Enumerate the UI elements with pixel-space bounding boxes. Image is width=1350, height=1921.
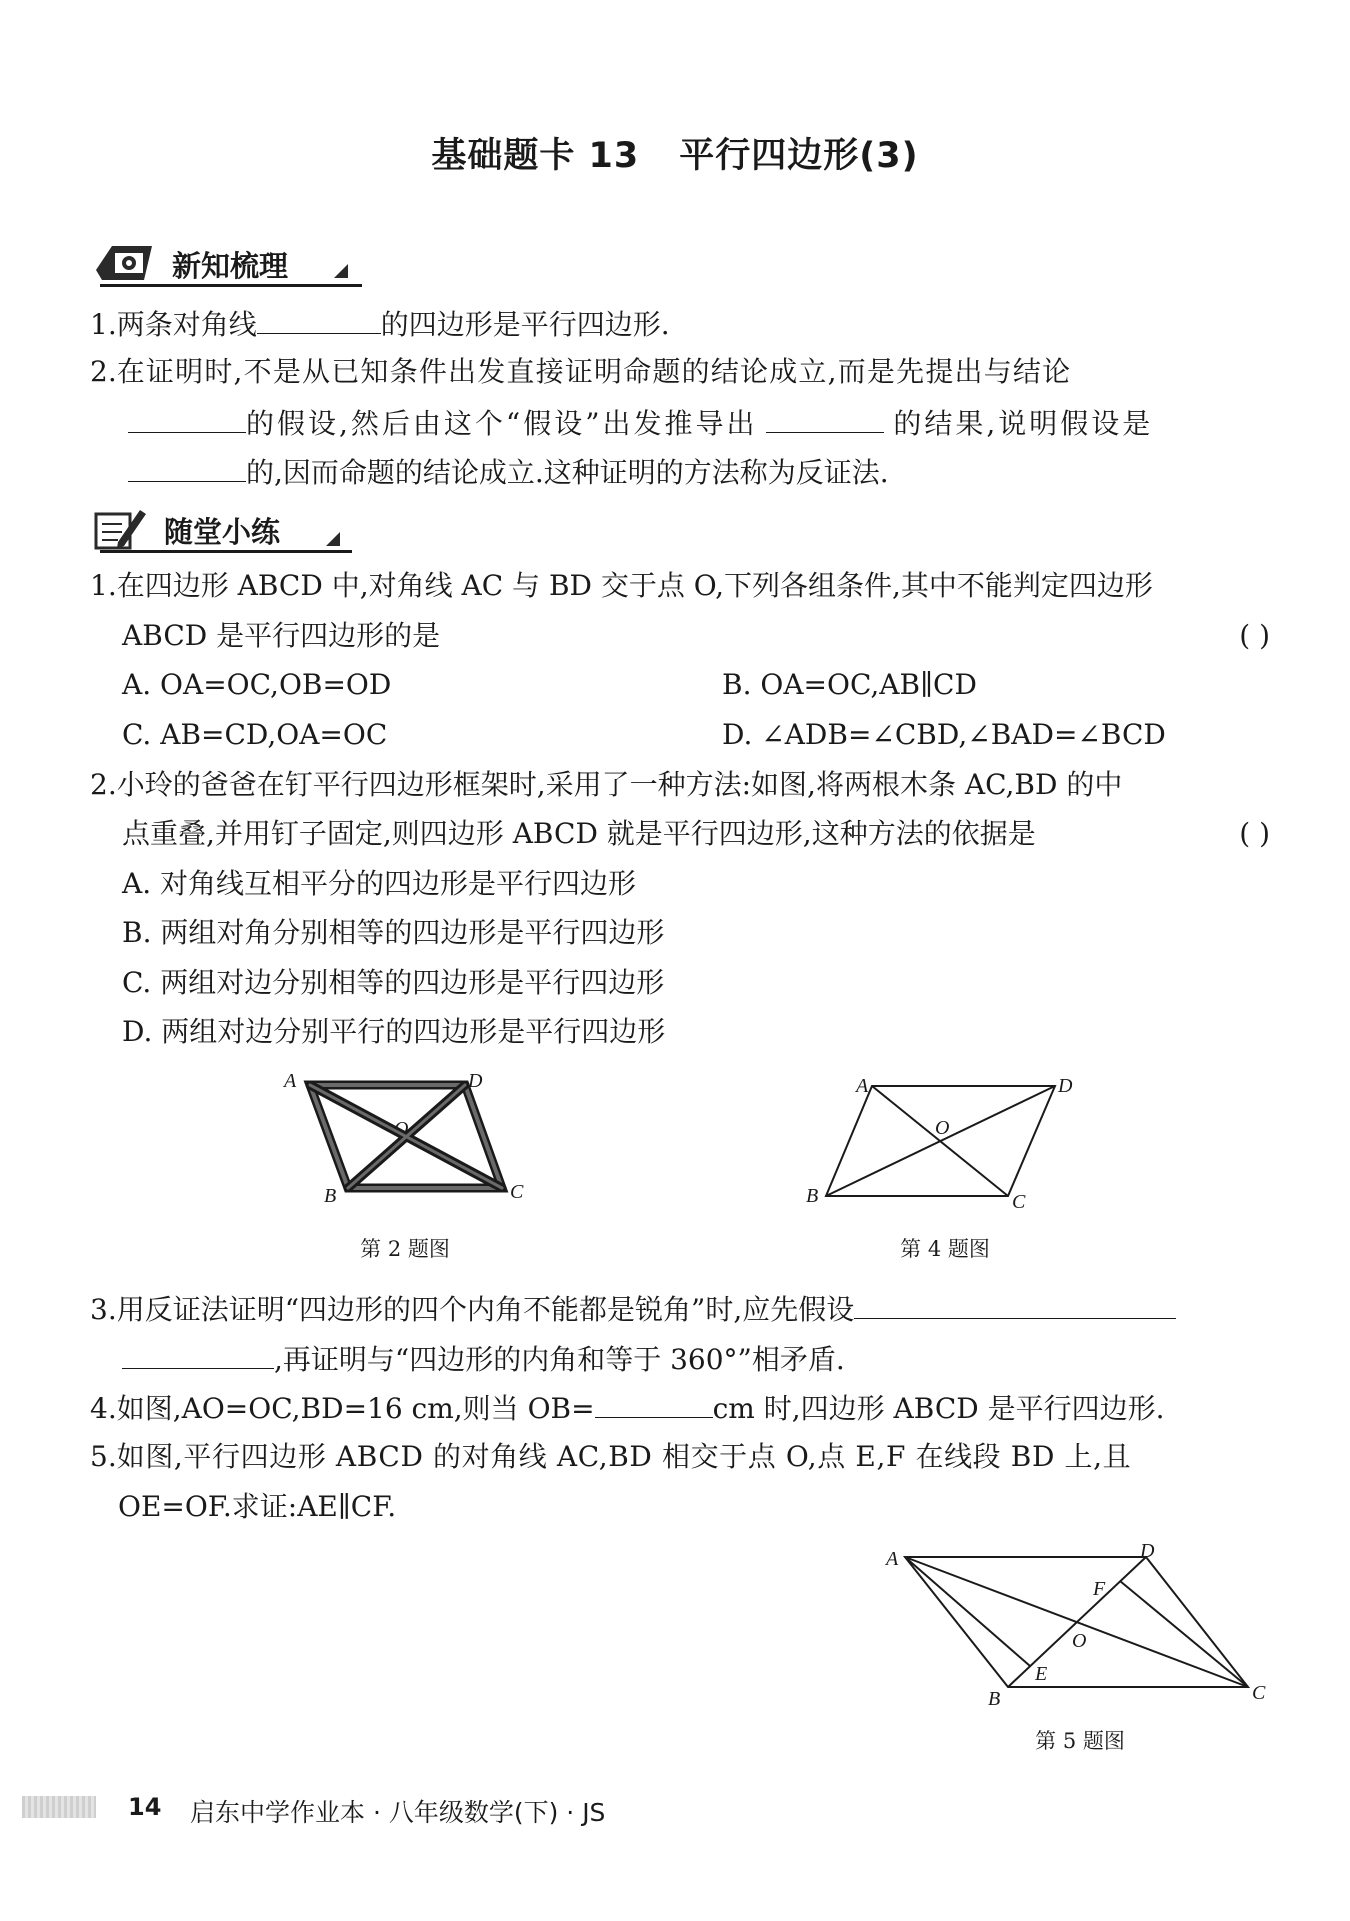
option-d[interactable]: D. 两组对边分别平行的四边形是平行四边形 xyxy=(122,1015,666,1048)
knowledge-item-2-line2: 的假设,然后由这个“假设”出发推导出 的结果,说明假设是 xyxy=(128,402,1270,444)
question-1-line1: 1.在四边形 ABCD 中,对角线 AC 与 BD 交于点 O,下列各组条件,其中不能判定四边形 xyxy=(90,569,1153,602)
answer-blank[interactable] xyxy=(122,1338,274,1369)
question-2-line1: 2.小玲的爸爸在钉平行四边形框架时,采用了一种方法:如图,将两根木条 AC,BD 的中 xyxy=(90,768,1123,801)
question-3-line2: ,再证明与“四边形的内角和等于 360°”相矛盾. xyxy=(122,1338,1270,1380)
figure-5-parallelogram xyxy=(880,1535,1280,1710)
answer-blank[interactable] xyxy=(854,1288,1176,1319)
label-b: B xyxy=(324,1185,337,1207)
svg-text:B: B xyxy=(806,1185,819,1207)
label-o: O xyxy=(394,1118,409,1140)
svg-text:A: A xyxy=(886,1548,899,1570)
answer-paren[interactable]: ( ) xyxy=(1239,817,1270,850)
page-number: 14 xyxy=(128,1793,162,1821)
question-5-line2: OE=OF.求证:AE∥CF. xyxy=(118,1490,397,1523)
title-card-number: 基础题卡 13 xyxy=(431,136,640,176)
answer-paren[interactable]: ( ) xyxy=(1239,619,1270,652)
label-a: A xyxy=(284,1070,297,1092)
svg-text:A: A xyxy=(856,1075,869,1097)
corner-triangle-icon xyxy=(332,262,350,280)
option-a[interactable]: A. OA=OC,OB=OD xyxy=(122,668,392,701)
option-c[interactable]: C. AB=CD,OA=OC xyxy=(122,718,388,751)
question-1-options-row1 xyxy=(122,665,1270,705)
label-c: C xyxy=(510,1181,524,1203)
question-1-options-row2 xyxy=(122,715,1270,755)
corner-triangle-icon xyxy=(324,530,342,548)
heading-underline xyxy=(100,284,362,287)
figure-2-caption: 第 2 题图 xyxy=(360,1237,450,1261)
question-5-line1: 5.如图,平行四边形 ABCD 的对角线 AC,BD 相交于点 O,点 E,F 在线段 BD 上,且 xyxy=(90,1440,1132,1473)
svg-text:C: C xyxy=(1252,1682,1266,1704)
camera-book-icon xyxy=(92,240,162,284)
section-title: 新知梳理 xyxy=(172,249,289,283)
option-a[interactable]: A. 对角线互相平分的四边形是平行四边形 xyxy=(122,867,637,900)
question-3-line1: 3.用反证法证明“四边形的四个内角不能都是锐角”时,应先假设 xyxy=(90,1288,1270,1330)
knowledge-item-2-line3: 的,因而命题的结论成立.这种证明的方法称为反证法. xyxy=(128,451,1270,493)
figure-4-parallelogram xyxy=(800,1070,1090,1215)
svg-text:F: F xyxy=(1093,1578,1106,1600)
page-title xyxy=(0,128,1350,178)
figure-5-caption: 第 5 题图 xyxy=(1035,1729,1125,1753)
option-b[interactable]: B. 两组对角分别相等的四边形是平行四边形 xyxy=(122,916,665,949)
svg-text:E: E xyxy=(1035,1663,1048,1685)
answer-blank[interactable] xyxy=(595,1387,713,1418)
svg-text:O: O xyxy=(1072,1630,1087,1652)
answer-blank[interactable] xyxy=(257,303,381,334)
answer-blank[interactable] xyxy=(128,451,246,482)
option-b[interactable]: B. OA=OC,AB∥CD xyxy=(722,668,977,701)
section-heading-practice xyxy=(92,506,352,554)
knowledge-item-2-line1: 2.在证明时,不是从已知条件出发直接证明命题的结论成立,而是先提出与结论 xyxy=(90,355,1072,388)
footer-bar xyxy=(22,1796,96,1818)
figure-4-caption: 第 4 题图 xyxy=(900,1237,990,1261)
svg-text:C: C xyxy=(1012,1191,1026,1213)
knowledge-item-1: 1.两条对角线 的四边形是平行四边形. xyxy=(90,303,1270,345)
svg-text:O: O xyxy=(935,1117,950,1139)
heading-underline xyxy=(100,550,352,553)
page-footer xyxy=(0,1793,1350,1833)
question-2-line2: 点重叠,并用钉子固定,则四边形 ABCD 就是平行四边形,这种方法的依据是 ( ) xyxy=(122,814,1270,854)
book-title: 启东中学作业本 · 八年级数学(下) · JS xyxy=(190,1798,606,1827)
question-4: 4.如图,AO=OC,BD=16 cm,则当 OB= cm 时,四边形 ABCD 是平行四边形. xyxy=(90,1387,1270,1429)
answer-blank[interactable] xyxy=(766,402,884,433)
notebook-pencil-icon xyxy=(92,506,152,552)
title-topic: 平行四边形(3) xyxy=(679,136,919,176)
svg-text:B: B xyxy=(988,1688,1001,1710)
section-title: 随堂小练 xyxy=(164,515,281,549)
section-heading-knowledge xyxy=(92,240,362,288)
question-1-line2: ABCD 是平行四边形的是 ( ) xyxy=(122,616,1270,656)
option-c[interactable]: C. 两组对边分别相等的四边形是平行四边形 xyxy=(122,966,665,999)
svg-text:D: D xyxy=(1140,1540,1155,1562)
svg-text:D: D xyxy=(1058,1075,1073,1097)
answer-blank[interactable] xyxy=(128,402,246,433)
figure-2-wooden-frame xyxy=(280,1065,540,1215)
option-d[interactable]: D. ∠ADB=∠CBD,∠BAD=∠BCD xyxy=(722,718,1166,751)
label-d: D xyxy=(468,1070,483,1092)
